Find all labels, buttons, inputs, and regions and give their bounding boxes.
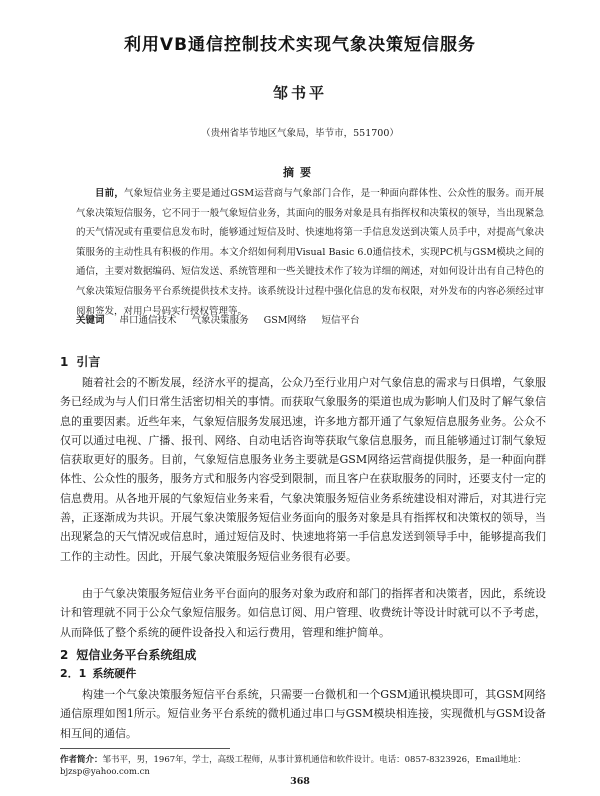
author-footnote (60, 754, 546, 778)
paragraph-intro-2: 由于气象决策服务短信业务平台面向的服务对象为政府和部门的指挥者和决策者，因此，系统设计和管理就不同于公众气象短信服务。如信息订阅、用户管理、收费统计等设计时就可以不予考虑，从而降低了整个系统的硬件设备投入和运行费用，管理和维护简单。 (60, 587, 546, 639)
author-name: 邹书平 (272, 84, 327, 102)
section-title: 短信业务平台系统组成 (76, 648, 197, 662)
keyword: 短信平台 (321, 315, 360, 326)
section-number: 1 (60, 355, 69, 369)
footnote-divider (60, 748, 230, 749)
abstract-heading: 摘要 (283, 166, 317, 179)
footnote-label: 作者简介： (60, 755, 103, 765)
keyword: 串口通信技术 (119, 315, 177, 326)
keywords-label: 关键词 (76, 315, 105, 326)
abstract-lead: 目前， (95, 188, 124, 199)
page-number: 368 (290, 776, 310, 787)
paragraph-hardware: 构建一个气象决策服务短信平台系统，只需要一台微机和一个GSM通讯模块即可，其GSM网络通信原理如图1所示。短信业务平台系统的微机通过串口与GSM模块相连接，实现微机与GSM设备相互间的通信。 (60, 688, 546, 740)
abstract-text: 气象短信业务主要是通过GSM运营商与气象部门合作，是一种面向群体性、公众性的服务。而开展气象决策短信服务，它不同于一般气象短信业务，其面向的服务对象是具有指挥权和决策权的领导，当出现紧急的天气情况或有重要信息发布时，能够通过短信及时、快速地将第一手信息发送到决策人员手中，对提高气象决策服务的主动性具有积极的作用。本文介绍如何利用Visual Basic 6.0通信技术，实现PC机与GSM模块之间的通信，主要对数据编码、短信发送、系统管理和一些关键技术作了较为详细的阐述，对如何设计出有自己特色的气象决策短信服务平台系统提供技术支持。该系统设计过程中强化信息的发布权限，对外发布的内容必须经过审阅和签发，对用户号码实行授权管理等。 (76, 188, 544, 317)
section-number: 2 (60, 648, 69, 662)
section-heading-intro (60, 353, 100, 370)
subsection-title: 系统硬件 (92, 667, 137, 680)
keyword: GSM网络 (263, 315, 307, 326)
subsection-number: 2．1 (60, 667, 87, 680)
paper-title: 利用VB通信控制技术实现气象决策短信服务 (123, 35, 477, 55)
section-heading-platform (60, 646, 196, 663)
section-title: 引言 (76, 355, 101, 369)
paragraph-intro-1: 随着社会的不断发展，经济水平的提高，公众乃至行业用户对气象信息的需求与日俱增，气象服务已经成为与人们日常生活密切相关的事情。而获取气象服务的渠道也成为影响人们及时了解气象信息的重要因素。近些年来，气象短信服务发展迅速，许多地方都开通了气象短信息服务业务。公众不仅可以通过电视、广播、报刊、网络、自动电话咨询等获取气象信息服务，而且能够通过订制气象短信获取更好的服务。目前，气象短信息服务业务主要就是GSM网络运营商提供服务，是一种面向群体性、公众性的服务，服务方式和服务内容受到限制，而且客户在获取服务的同时，还要支付一定的信息费用。从各地开展的气象短信业务来看，气象决策服务短信业务系统建设相对滞后，对其进行完善，正逐渐成为共识。开展气象决策服务短信业务面向的服务对象是具有指挥权和决策权的领导，当出现紧急的天气情况或信息时，通过短信及时、快速地将第一手信息发送到领导手中，能够提高我们工作的主动性。因此，开展气象决策服务短信业务很有必要。 (60, 376, 546, 563)
keywords-line (76, 312, 544, 330)
footnote-text: 邹书平，男，1967年，学士，高级工程师，从事计算机通信和软件设计。电话：0857-8323926，Email地址：bjzsp@yahoo.com.cn (60, 755, 526, 777)
author-affiliation: （贵州省毕节地区气象局，毕节市，551700） (201, 128, 399, 139)
keyword: 气象决策服务 (191, 315, 249, 326)
abstract-body (76, 184, 544, 321)
subsection-heading-hardware (60, 665, 136, 681)
